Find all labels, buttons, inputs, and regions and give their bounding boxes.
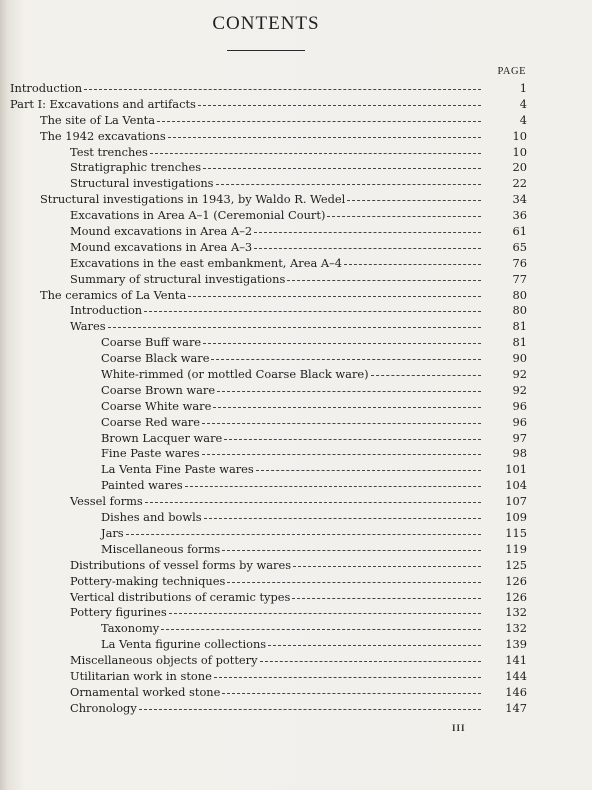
toc-entry [10,478,527,494]
toc-entry-title: Coarse Red ware [101,414,200,429]
dot-leader [203,342,481,344]
toc-entry [10,160,527,176]
toc-entry-title: Fine Paste wares [101,446,200,461]
dot-leader [188,295,481,297]
dot-leader [168,136,481,138]
toc-entry-title: Summary of structural investigations [70,271,286,286]
dot-leader [256,469,481,471]
toc-entry-title: Brown Lacquer ware [101,430,223,445]
toc-entry-page: 81 [512,319,527,334]
dot-leader [268,644,481,646]
toc-entry-page: 119 [505,541,527,556]
dot-leader [108,326,481,328]
toc-entry-title: Jars [101,525,124,540]
toc-entry-page: 36 [512,208,527,223]
dot-leader [214,676,481,678]
dot-leader [371,374,481,376]
toc-entry [10,542,527,558]
toc-entry [10,415,527,431]
toc-entry [10,224,527,240]
toc-entry [10,526,527,542]
toc-entry-title: Pottery figurines [70,605,167,620]
toc-entry [10,431,527,447]
toc-entry [10,399,527,415]
toc-entry [10,81,527,97]
toc-entry-title: Taxonomy [101,621,160,636]
toc-entry-title: Mound excavations in Area A–2 [70,224,253,239]
toc-entry [10,685,527,701]
toc-entry-title: La Venta figurine collections [101,637,267,652]
toc-entry-page: 96 [512,414,527,429]
toc-entry-page: 80 [512,303,527,318]
dot-leader [169,612,481,614]
dot-leader [260,660,481,662]
dot-leader [139,708,481,710]
toc-entry-title: Painted wares [101,478,183,493]
dot-leader [287,279,481,281]
toc-entry-title: The ceramics of La Venta [40,287,187,302]
toc-entry [10,176,527,192]
toc-entry-title: Coarse White ware [101,398,212,413]
toc-entry-title: Wares [70,319,106,334]
toc-entry-page: 1 [519,81,527,95]
toc-entry-title: White-rimmed (or mottled Coarse Black ware) [101,367,369,382]
toc-entry-page: 10 [512,144,527,159]
toc-entry-title: Structural investigations [70,176,214,191]
toc-entry-title: Ornamental worked stone [70,684,221,699]
toc-entry-title: Introduction [70,303,143,318]
dot-leader [347,199,481,201]
toc-entry [10,303,527,319]
toc-entry-page: 20 [512,160,527,175]
dot-leader [292,597,481,599]
toc-entry-page: 61 [512,224,527,239]
toc-entry-page: 104 [505,478,527,493]
toc-entry-page: 34 [512,192,527,207]
toc-entry [10,335,527,351]
toc-entry [10,590,527,606]
dot-leader [293,565,481,567]
dot-leader [222,549,481,551]
toc-entry-page: 92 [512,367,527,382]
page-title: CONTENTS [212,13,320,34]
toc-entry-page: 98 [512,446,527,461]
toc-entry-page: 107 [505,494,527,509]
page-number: III [452,723,466,733]
dot-leader [84,88,481,90]
dot-leader [344,263,481,265]
toc-entry-page: 132 [505,605,527,620]
toc-entry-page: 77 [512,271,527,286]
toc-entry [10,288,527,304]
toc-entry-page: 147 [505,700,527,715]
toc-entry-title: Coarse Black ware [101,351,210,366]
toc-entry [10,446,527,462]
toc-entry-page: 81 [512,335,527,350]
toc-entry-page: 80 [512,287,527,302]
toc-entry-title: Excavations in Area A–1 (Ceremonial Court) [70,208,326,223]
toc-entry-page: 90 [512,351,527,366]
toc-entry-title: Miscellaneous forms [101,541,221,556]
toc-entry-title: Mound excavations in Area A–3 [70,239,253,254]
toc-entry-page: 125 [505,557,527,572]
toc-entry-page: 146 [505,684,527,699]
toc-entry-page: 139 [505,637,527,652]
toc-entry-page: 4 [519,112,527,127]
toc-entry-title: Coarse Buff ware [101,335,202,350]
dot-leader [254,247,481,249]
toc-entry [10,558,527,574]
toc-entry-title: Stratigraphic trenches [70,160,202,175]
title-rule [227,50,305,51]
dot-leader [202,422,481,424]
toc-entry-title: Vessel forms [70,494,143,509]
toc-entry-title: Test trenches [70,144,148,159]
toc-entry [10,701,527,717]
dot-leader [144,310,481,312]
toc-entry-page: 22 [512,176,527,191]
toc-entry-page: 144 [505,668,527,683]
toc-entry-page: 65 [512,239,527,254]
toc-entry [10,192,527,208]
toc-entry-title: Part I: Excavations and artifacts [10,96,196,111]
toc-entry [10,240,527,256]
toc-entry [10,494,527,510]
toc-entry [10,653,527,669]
toc-entry-page: 10 [512,128,527,143]
toc-entry [10,383,527,399]
toc-entry-title: The 1942 excavations [40,128,166,143]
toc-entry-title: Miscellaneous objects of pottery [70,653,258,668]
dot-leader [204,517,481,519]
toc-entry-title: Utilitarian work in stone [70,668,212,683]
dot-leader [202,453,481,455]
toc-entry [10,319,527,335]
dot-leader [227,581,481,583]
toc-entry-title: Dishes and bowls [101,510,202,525]
dot-leader [145,501,481,503]
dot-leader [222,692,481,694]
toc-entry [10,208,527,224]
toc-entry-page: 109 [505,510,527,525]
toc-entry [10,145,527,161]
toc-entry [10,462,527,478]
toc-entry [10,256,527,272]
dot-leader [126,533,481,535]
toc-entry [10,637,527,653]
dot-leader [211,358,481,360]
toc-entry-title: Coarse Brown ware [101,382,216,397]
toc-entry [10,351,527,367]
toc-entry-title: Vertical distributions of ceramic types [70,589,291,604]
toc-entry-title: Introduction [10,81,83,95]
dot-leader [161,628,481,630]
dot-leader [213,406,481,408]
toc-entry-page: 4 [519,96,527,111]
toc-entry [10,97,527,113]
toc-entry-title: Structural investigations in 1943, by Waldo R. Wedel [40,192,346,207]
toc-entry-page: 97 [512,430,527,445]
dot-leader [216,183,481,185]
dot-leader [150,152,481,154]
toc-entry-title: Chronology [70,700,137,715]
toc-entry [10,621,527,637]
toc-entry-title: Excavations in the east embankment, Area A–4 [70,255,343,270]
toc-entry-title: Pottery-making techniques [70,573,226,588]
toc-entry [10,129,527,145]
dot-leader [217,390,481,392]
toc-entry-page: 101 [505,462,527,477]
toc-entry-page: 92 [512,382,527,397]
dot-leader [327,215,481,217]
toc-entry-page: 115 [505,525,527,540]
toc-entry-title: Distributions of vessel forms by wares [70,557,292,572]
toc-entry-page: 132 [505,621,527,636]
toc-entry-page: 96 [512,398,527,413]
toc-entry-title: The site of La Venta [40,112,156,127]
toc-entry-page: 126 [505,573,527,588]
dot-leader [254,231,481,233]
toc-entry-title: La Venta Fine Paste wares [101,462,254,477]
toc-entry [10,510,527,526]
dot-leader [185,485,481,487]
dot-leader [157,120,481,122]
dot-leader [224,438,481,440]
toc-entry-page: 76 [512,255,527,270]
toc-entry [10,669,527,685]
toc-entry [10,113,527,129]
dot-leader [203,167,481,169]
toc-entry [10,605,527,621]
table-of-contents [10,81,527,717]
dot-leader [198,104,481,106]
toc-entry-page: 141 [505,653,527,668]
toc-entry-page: 126 [505,589,527,604]
toc-entry [10,574,527,590]
toc-entry [10,367,527,383]
page-column-header: PAGE [497,66,526,77]
toc-entry [10,272,527,288]
